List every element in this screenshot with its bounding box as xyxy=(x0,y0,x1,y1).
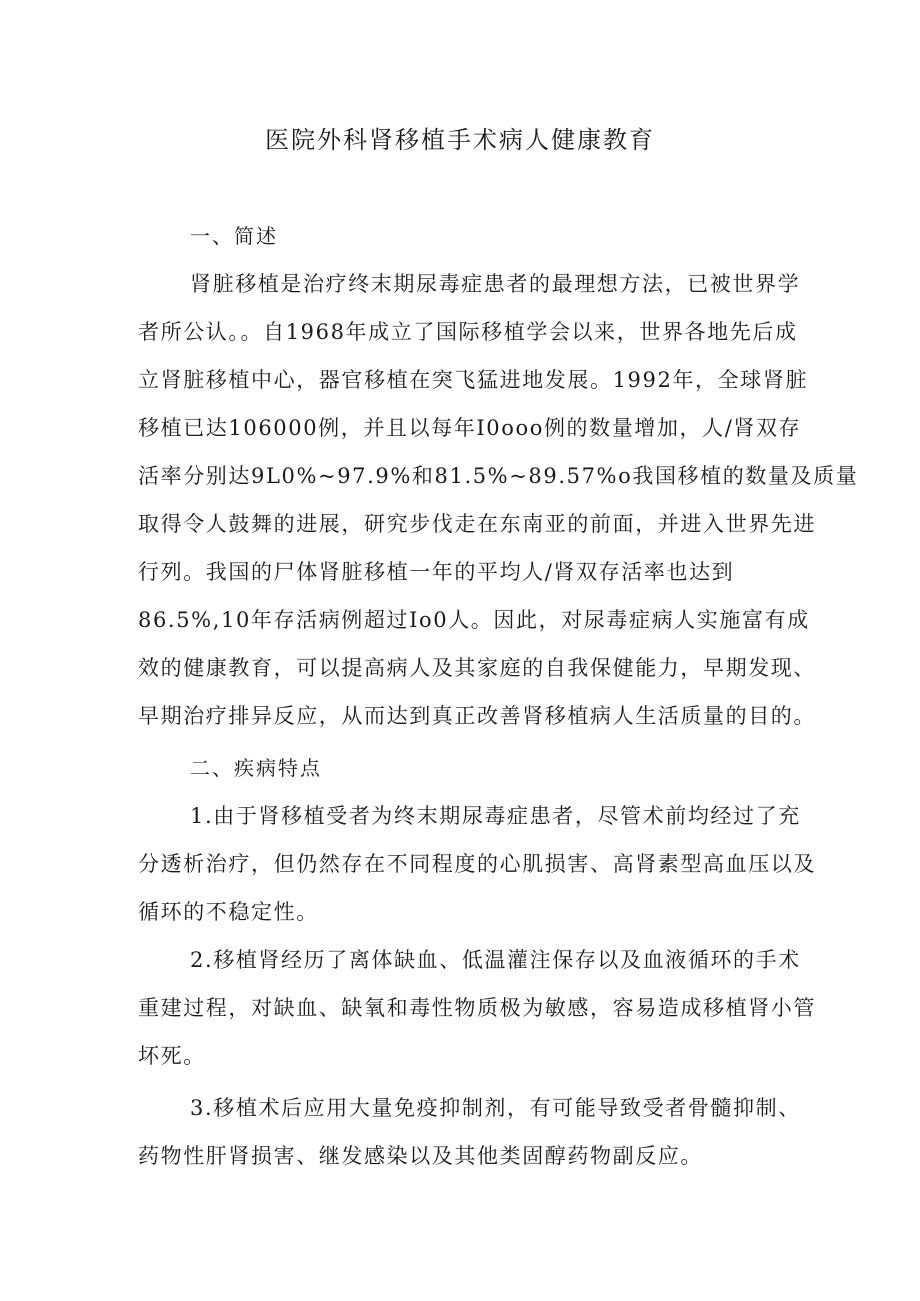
section-heading-features: 二、疾病特点 xyxy=(190,756,322,780)
list-item-line: 分透析治疗，但仍然存在不同程度的心肌损害、高肾素型高血压以及 xyxy=(138,852,816,876)
paragraph-line: 立肾脏移植中心，器官移植在突飞猛进地发展。1992年，全球肾脏 xyxy=(138,368,809,392)
list-item-line: 坏死。 xyxy=(138,1044,206,1068)
paragraph-line: 者所公认。。自1968年成立了国际移植学会以来，世界各地先后成 xyxy=(138,320,798,344)
list-item-line: 药物性肝肾损害、继发感染以及其他类固醇药物副反应。 xyxy=(138,1144,703,1168)
list-item-line: 重建过程，对缺血、缺氧和毒性物质极为敏感，容易造成移植肾小管 xyxy=(138,996,816,1020)
paragraph-line: 移植已达106000例，并且以每年I0ooo例的数量增加，人/肾双存 xyxy=(138,416,802,440)
list-item-line: 1.由于肾移植受者为终末期尿毒症患者，尽管术前均经过了充 xyxy=(190,804,801,828)
document-title: 医院外科肾移植手术病人健康教育 xyxy=(265,126,655,154)
list-item-line: 循环的不稳定性。 xyxy=(138,900,319,924)
paragraph-line: 肾脏移植是治疗终末期尿毒症患者的最理想方法，已被世界学 xyxy=(190,272,801,296)
paragraph-line: 效的健康教育，可以提高病人及其家庭的自我保健能力，早期发现、 xyxy=(138,656,816,680)
list-item-line: 2.移植肾经历了离体缺血、低温灌注保存以及血液循环的手术 xyxy=(190,948,801,972)
paragraph-line: 活率分别达9L0%~97.9%和81.5%~89.57%o我国移植的数量及质量 xyxy=(138,464,859,488)
paragraph-line: 取得令人鼓舞的进展，研究步伐走在东南亚的前面，并进入世界先进 xyxy=(138,512,816,536)
list-item-line: 3.移植术后应用大量免疫抑制剂，有可能导致受者骨髓抑制、 xyxy=(190,1096,801,1120)
paragraph-line: 86.5%,10年存活病例超过Io0人。因此，对尿毒症病人实施富有成 xyxy=(138,608,810,632)
section-heading-overview: 一、简述 xyxy=(190,224,278,248)
paragraph-line: 早期治疗排异反应，从而达到真正改善肾移植病人生活质量的目的。 xyxy=(138,704,816,728)
paragraph-line: 行列。我国的尸体肾脏移植一年的平均人/肾双存活率也达到 xyxy=(138,560,735,584)
